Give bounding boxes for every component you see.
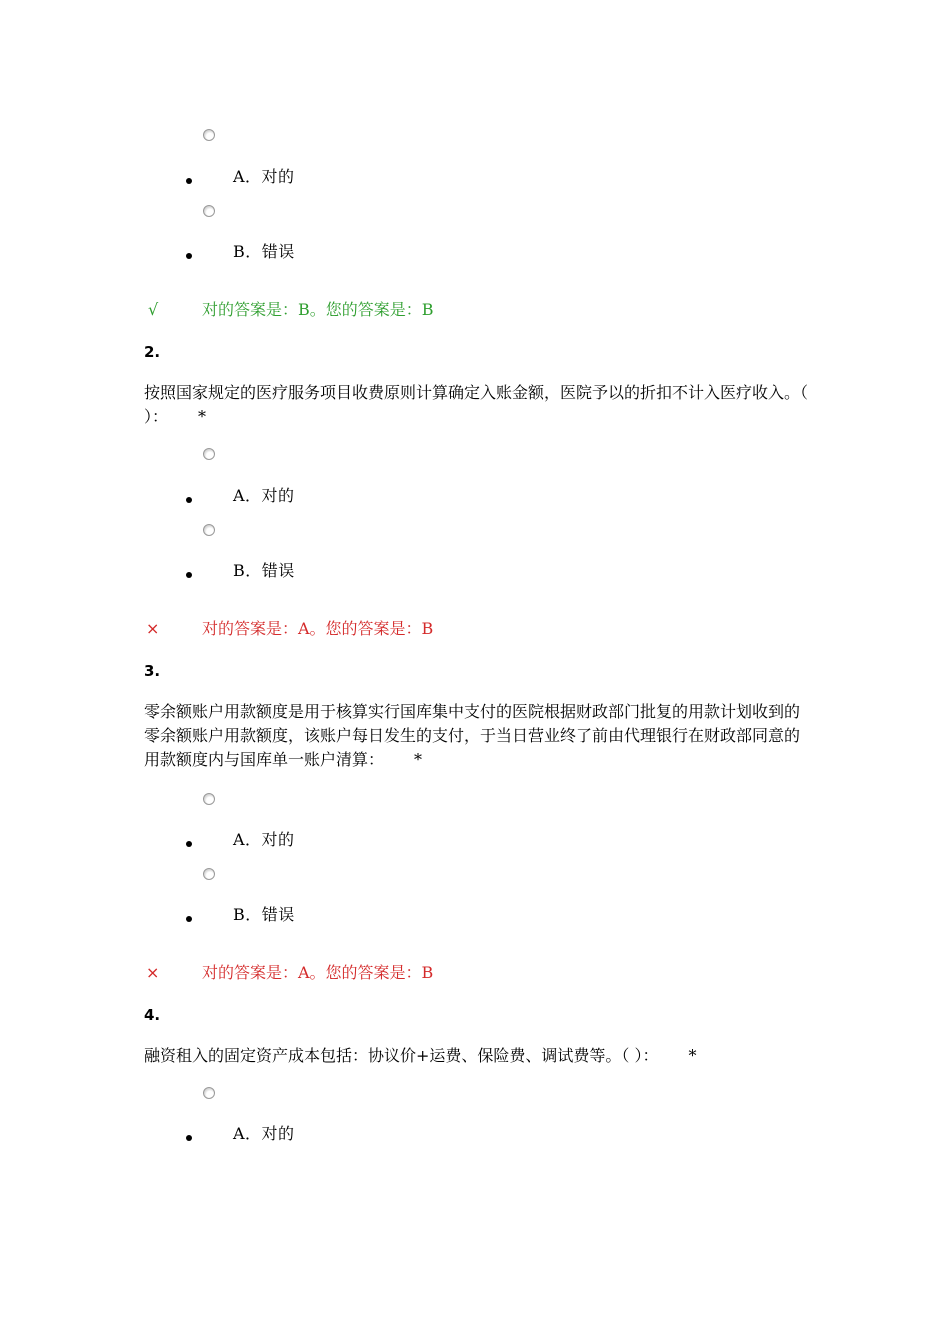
bullet-q3-option-a: [186, 841, 192, 847]
bullet-q2-option-a: [186, 497, 192, 503]
q3-feedback: 对的答案是：A。您的答案是：B: [202, 963, 434, 982]
q1-option-b-label: B．错误: [233, 242, 295, 261]
q3-text: [144, 700, 814, 772]
q4-option-a-label: A．对的: [233, 1124, 295, 1143]
radio-q3-option-b[interactable]: [203, 868, 215, 880]
radio-q4-option-a[interactable]: [203, 1087, 215, 1099]
radio-q2-option-b[interactable]: [203, 524, 215, 536]
q4-text: [144, 1044, 814, 1068]
q1-option-a-label: A．对的: [233, 167, 295, 186]
q2-feedback: 对的答案是：A。您的答案是：B: [202, 619, 434, 638]
q2-required-mark: *: [198, 407, 207, 426]
radio-q3-option-a[interactable]: [203, 793, 215, 805]
q4-text-body: 融资租入的固定资产成本包括：协议价+运费、保险费、调试费等。（ ）：: [144, 1046, 659, 1065]
q2-text: [144, 381, 814, 429]
q4-number: 4.: [144, 1006, 161, 1024]
bullet-q4-option-a: [186, 1135, 192, 1141]
radio-q2-option-a[interactable]: [203, 448, 215, 460]
radio-q1-option-b[interactable]: [203, 205, 215, 217]
cross-icon: ×: [146, 619, 160, 638]
q2-text-body: 按照国家规定的医疗服务项目收费原则计算确定入账金额，医院予以的折扣不计入医疗收入。（ ）：: [144, 383, 809, 426]
radio-q1-option-a[interactable]: [203, 129, 215, 141]
bullet-q3-option-b: [186, 916, 192, 922]
q4-required-mark: *: [688, 1046, 697, 1065]
check-icon: √: [148, 300, 159, 319]
bullet-q1-option-b: [186, 253, 192, 259]
q3-required-mark: *: [414, 750, 423, 769]
q1-feedback: 对的答案是：B。您的答案是：B: [202, 300, 434, 319]
cross-icon: ×: [146, 963, 160, 982]
q2-option-a-label: A．对的: [233, 486, 295, 505]
q3-text-body: 零余额账户用款额度是用于核算实行国库集中支付的医院根据财政部门批复的用款计划收到的零余额账户用款额度，该账户每日发生的支付，于当日营业终了前由代理银行在财政部同意的用款额度内与国库单一账户清算：: [144, 702, 801, 769]
q3-option-a-label: A．对的: [233, 830, 295, 849]
bullet-q2-option-b: [186, 572, 192, 578]
q3-option-b-label: B．错误: [233, 905, 295, 924]
q2-option-b-label: B．错误: [233, 561, 295, 580]
bullet-q1-option-a: [186, 178, 192, 184]
q3-number: 3.: [144, 662, 161, 680]
q2-number: 2.: [144, 343, 161, 361]
